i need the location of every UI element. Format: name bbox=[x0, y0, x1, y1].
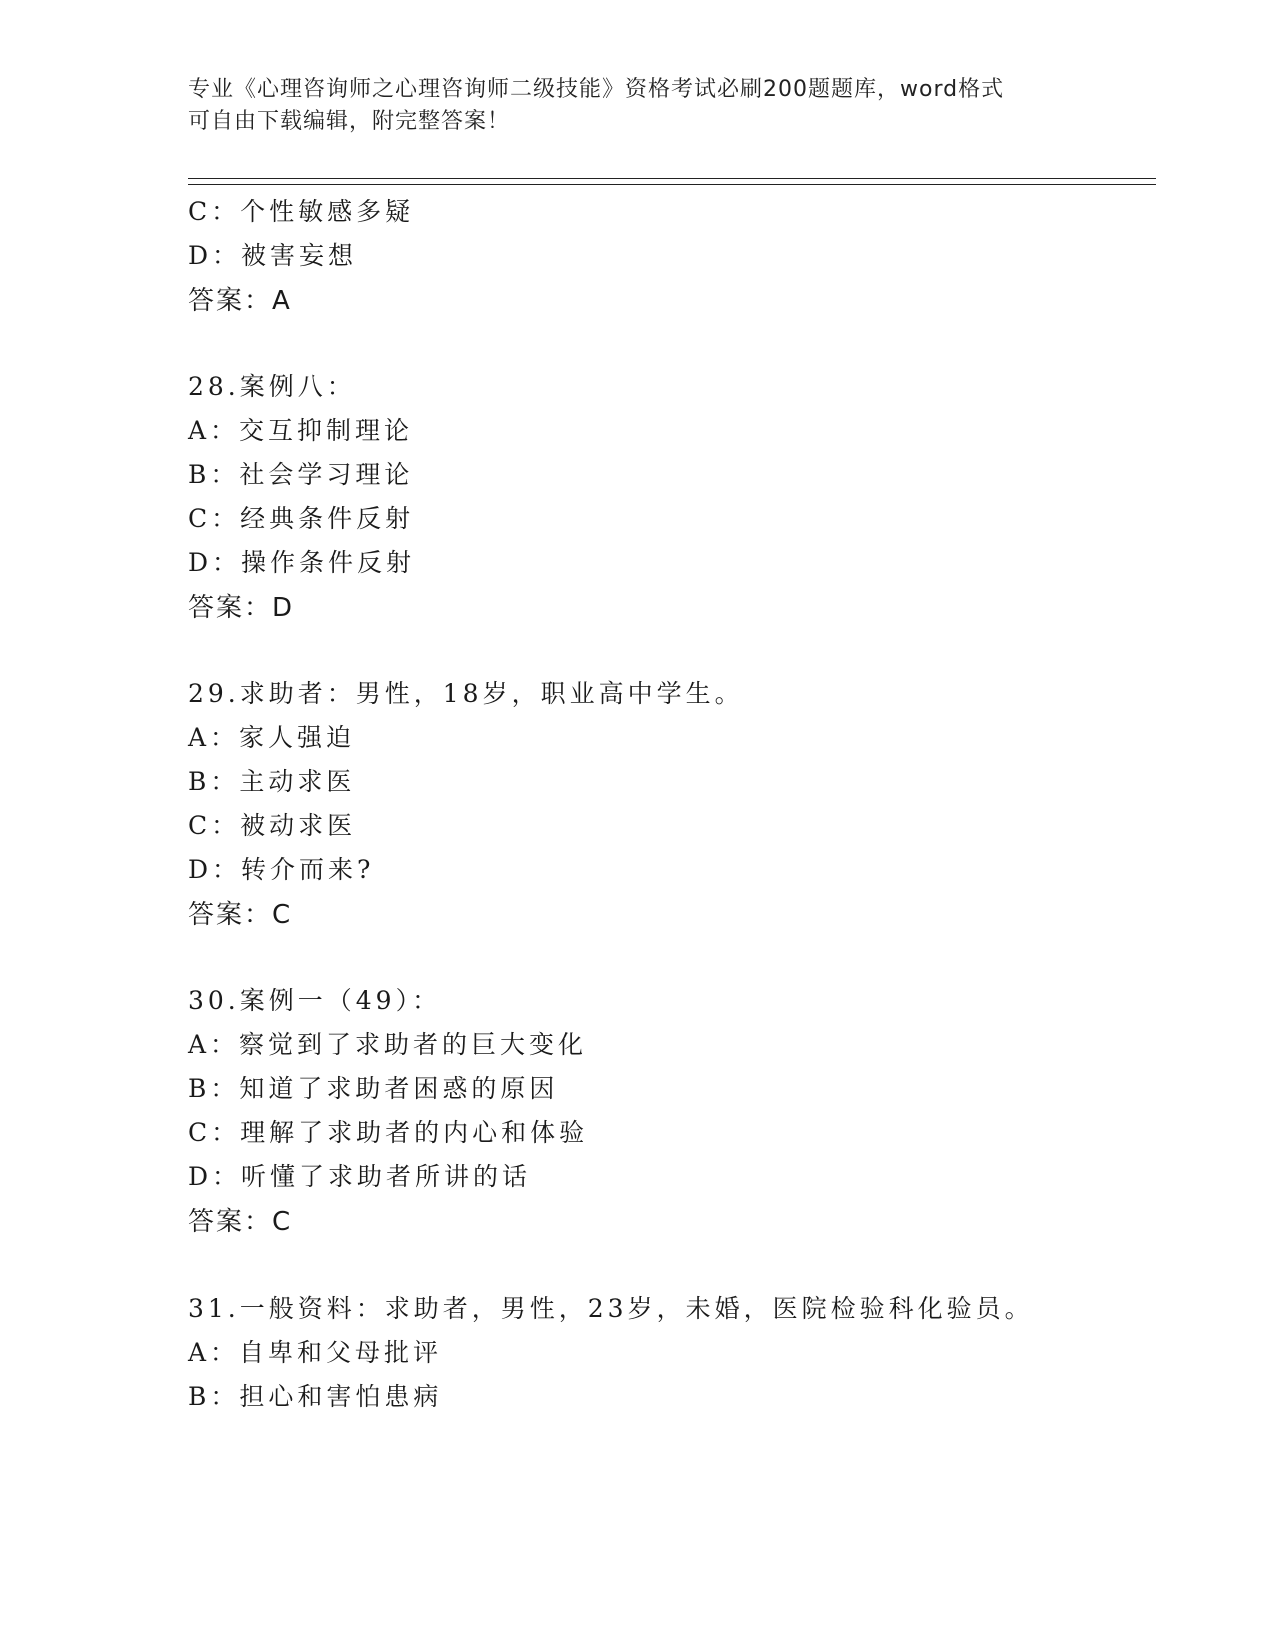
question-29-answer: 答案：C bbox=[188, 900, 293, 930]
question-29-option-b: B：主动求医 bbox=[188, 767, 356, 796]
question-30-option-b: B：知道了求助者困惑的原因 bbox=[188, 1074, 559, 1103]
question-30-option-a: A：察觉到了求助者的巨大变化 bbox=[188, 1030, 588, 1059]
prev-answer: 答案：A bbox=[188, 286, 292, 316]
question-28-stem: 28.案例八： bbox=[188, 372, 356, 401]
question-28-option-b: B：社会学习理论 bbox=[188, 460, 414, 489]
question-28-option-c: C：经典条件反射 bbox=[188, 504, 415, 533]
question-28-answer: 答案：D bbox=[188, 593, 295, 623]
prev-option-c: C：个性敏感多疑 bbox=[188, 197, 415, 226]
prev-option-d: D：被害妄想 bbox=[188, 241, 358, 270]
document-header bbox=[188, 74, 1088, 138]
question-29-stem: 29.求助者：男性，18岁，职业高中学生。 bbox=[188, 679, 744, 708]
question-29-option-c: C：被动求医 bbox=[188, 811, 357, 840]
question-29-option-a: A：家人强迫 bbox=[188, 723, 356, 752]
question-31-option-a: A：自卑和父母批评 bbox=[188, 1338, 443, 1367]
question-29-option-d: D：转介而来? bbox=[188, 855, 375, 884]
question-30-answer: 答案：C bbox=[188, 1207, 293, 1237]
question-30-option-c: C：理解了求助者的内心和体验 bbox=[188, 1118, 589, 1147]
question-31-option-b: B：担心和害怕患病 bbox=[188, 1382, 443, 1411]
question-30-stem: 30.案例一（49）： bbox=[188, 986, 442, 1015]
question-28-option-d: D：操作条件反射 bbox=[188, 548, 416, 577]
header-line-1: 专业《心理咨询师之心理咨询师二级技能》资格考试必刷200题题库，word格式 bbox=[188, 77, 1005, 102]
question-31-stem: 31.一般资料：求助者，男性，23岁，未婚，医院检验科化验员。 bbox=[188, 1294, 1034, 1323]
header-line-2: 可自由下载编辑，附完整答案！ bbox=[188, 109, 511, 134]
header-divider-top bbox=[188, 178, 1156, 179]
question-30-option-d: D：听懂了求助者所讲的话 bbox=[188, 1162, 532, 1191]
header-divider-bottom bbox=[188, 184, 1156, 185]
question-28-option-a: A：交互抑制理论 bbox=[188, 416, 414, 445]
